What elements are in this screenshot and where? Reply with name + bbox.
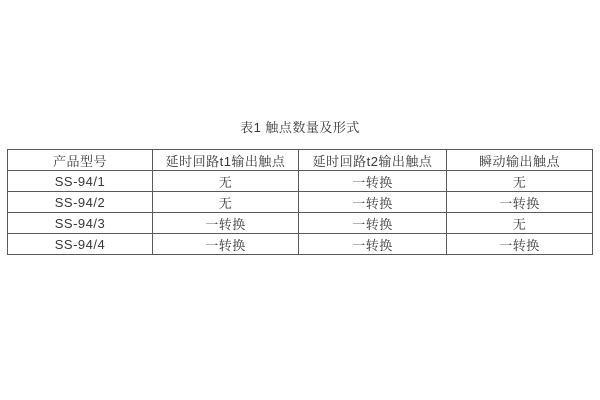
column-header-t2-output-contacts: 延时回路t2输出触点 [299, 150, 447, 171]
column-header-t1-output-contacts: 延时回路t1输出触点 [153, 150, 299, 171]
cell-instant-contacts: 无 [447, 213, 593, 234]
cell-product-model: SS-94/1 [8, 171, 153, 192]
table-row [8, 234, 593, 255]
cell-t2-contacts: 一转换 [299, 213, 447, 234]
cell-product-model: SS-94/3 [8, 213, 153, 234]
cell-t1-contacts: 无 [153, 192, 299, 213]
table-caption: 表1 触点数量及形式 [240, 120, 360, 135]
header-row [8, 150, 593, 171]
cell-instant-contacts: 一转换 [447, 192, 593, 213]
cell-t1-contacts: 一转换 [153, 213, 299, 234]
cell-instant-contacts: 一转换 [447, 234, 593, 255]
cell-product-model: SS-94/2 [8, 192, 153, 213]
table-row [8, 192, 593, 213]
column-header-instant-output-contacts: 瞬动输出触点 [447, 150, 593, 171]
cell-t1-contacts: 无 [153, 171, 299, 192]
cell-instant-contacts: 无 [447, 171, 593, 192]
cell-t2-contacts: 一转换 [299, 171, 447, 192]
column-header-product-model: 产品型号 [8, 150, 153, 171]
contact-table [7, 149, 593, 255]
cell-t2-contacts: 一转换 [299, 192, 447, 213]
cell-t1-contacts: 一转换 [153, 234, 299, 255]
cell-t2-contacts: 一转换 [299, 234, 447, 255]
table-row [8, 213, 593, 234]
table-row [8, 171, 593, 192]
cell-product-model: SS-94/4 [8, 234, 153, 255]
